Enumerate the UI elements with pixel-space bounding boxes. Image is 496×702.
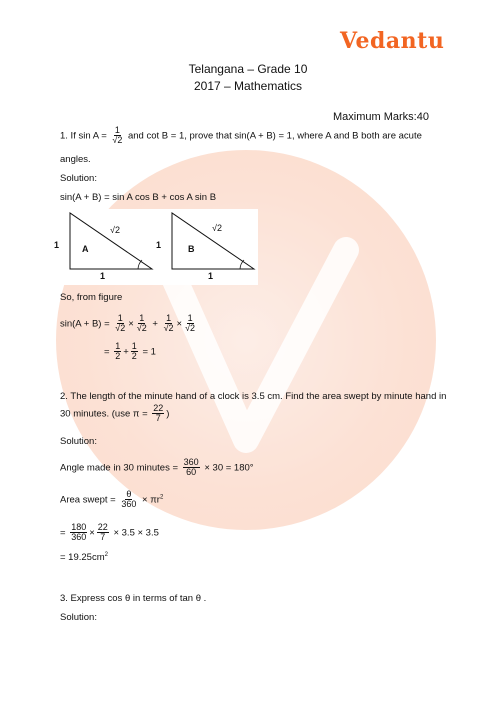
question-3: 3. Express cos θ in terms of tan θ . <box>60 593 207 604</box>
area-formula: Area swept = $\frac{\theta}{360}$ × $\pi r^2$ <box>60 489 164 510</box>
from-figure-text: So, from figure <box>60 292 123 303</box>
triangle-figures <box>54 209 258 285</box>
area-result: = $19.25cm^2$ <box>60 552 108 564</box>
step-1-equation: sin(A + B) = $\frac{1}{√2}$ × $\frac{1}{√2}$ + $\frac{1}{√2}$ × $\frac{1}{√2}$ <box>60 313 196 334</box>
fig2-angle: B <box>188 244 195 254</box>
question-2-line2: 30 minutes. (use π = $\frac{22}{7}$ ) <box>60 403 170 424</box>
fig2-hypotenuse: √2 <box>212 223 222 233</box>
question-1-tail: angles. <box>60 154 91 165</box>
step-2-equation: = $\frac{1}{2}$ + $\frac{1}{2}$ = 1 <box>104 341 156 362</box>
solution-label-1: Solution: <box>60 173 97 184</box>
fraction-1-over-root2: $\frac{1}{√2}$ <box>112 125 123 146</box>
angle-equation: Angle made in 30 minutes = $\frac{360}{60}$ × 30 = 180° <box>60 457 254 478</box>
solution-label-2: Solution: <box>60 436 97 447</box>
question-1: 1. If sin A = $\frac{1}{√2}$ and cot B = 1, prove that sin(A + B) = 1, where A and B both are acute <box>60 125 422 146</box>
fig2-side: 1 <box>156 240 162 250</box>
max-marks: Maximum Marks:40 <box>333 111 429 123</box>
brand-logo: Vedantu <box>340 28 445 54</box>
fig1-hypotenuse: √2 <box>110 225 120 235</box>
solution-label-3: Solution: <box>60 612 97 623</box>
fig1-base: 1 <box>100 271 106 281</box>
fig1-angle: A <box>82 244 89 254</box>
area-calculation: = $\frac{180}{360}$ × $\frac{22}{7}$ × 3.5 × 3.5 <box>60 522 159 543</box>
fig2-base: 1 <box>208 271 214 281</box>
sine-sum-formula: sin(A + B) = sin A cos B + cos A sin B <box>60 192 217 203</box>
question-2: 2. The length of the minute hand of a clock is 3.5 cm. Find the area swept by minute hand in <box>60 391 447 402</box>
fig1-side: 1 <box>54 240 60 250</box>
page-subtitle: 2017 – Mathematics <box>193 79 303 93</box>
page-title: Telangana – Grade 10 <box>188 62 308 76</box>
